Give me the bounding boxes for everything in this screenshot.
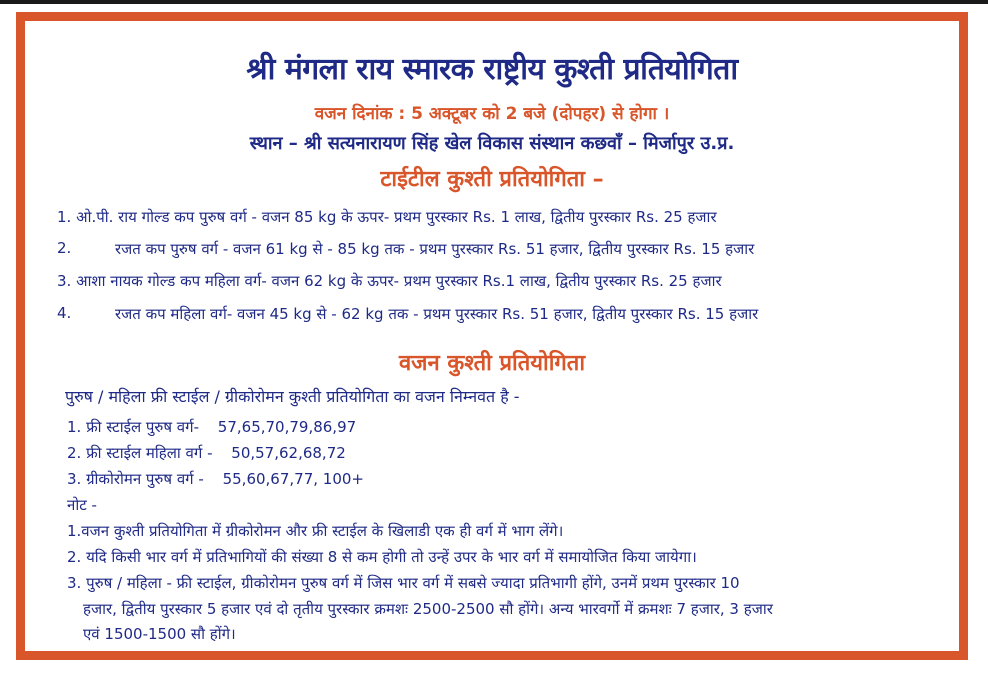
note-label: नोट - xyxy=(67,496,97,514)
weight-category-2 xyxy=(67,443,346,463)
weight-competition-heading: वजन कुश्ती प्रतियोगिता xyxy=(398,351,586,376)
title-competition-heading: टाईटील कुश्ती प्रतियोगिता – xyxy=(380,167,604,192)
title-item-number: 1. xyxy=(57,208,72,226)
title-item-text: आशा नायक गोल्ड कप महिला वर्ग- वजन 62 kg के ऊपर- प्रथम पुरस्कार Rs.1 लाख, द्वितीय पुरस्कार Rs. 25 हजार xyxy=(76,272,722,290)
title-item-number: 4. xyxy=(57,304,72,322)
weight-category-values: 57,65,70,79,86,97 xyxy=(217,418,357,436)
weigh-in-date: वजन दिनांक : 5 अक्टूबर को 2 बजे (दोपहर) से होगा । xyxy=(314,104,670,124)
weight-category-label: 3. ग्रीकोरोमन पुरुष वर्ग - xyxy=(67,470,204,488)
weight-category-3 xyxy=(67,469,364,489)
weight-category-label: 1. फ्री स्टाईल पुरुष वर्ग- xyxy=(67,418,200,436)
title-item-number: 3. xyxy=(57,272,72,290)
title-item-text: ओ.पी. राय गोल्ड कप पुरुष वर्ग - वजन 85 kg के ऊपर- प्रथम पुरस्कार Rs. 1 लाख, द्वितीय पुरस्कार Rs. 25 हजार xyxy=(76,208,717,226)
note-3-line-1: 3. पुरुष / महिला - फ्री स्टाईल, ग्रीकोरोमन पुरुष वर्ग में जिस भार वर्ग में सबसे ज्यादा प्रतिभागी होंगे, उनमें प्रथम पुरस्कार 10 xyxy=(67,574,740,592)
poster-frame xyxy=(16,12,968,660)
venue-line: स्थान – श्री सत्यनारायण सिंह खेल विकास संस्थान कछवाँ – मिर्जापुर उ.प्र. xyxy=(249,133,735,154)
note-3-line-3: एवं 1500-1500 सौ होंगे। xyxy=(83,625,236,643)
title-item-text: रजत कप पुरुष वर्ग - वजन 61 kg से - 85 kg तक - प्रथम पुरस्कार Rs. 51 हजार, द्वितीय पुरस्कार Rs. 15 हजार xyxy=(115,240,755,258)
title-item-text: रजत कप महिला वर्ग- वजन 45 kg से - 62 kg तक - प्रथम पुरस्कार Rs. 51 हजार, द्वितीय पुरस्कार Rs. 15 हजार xyxy=(115,305,759,323)
weight-category-values: 50,57,62,68,72 xyxy=(231,444,346,462)
title-item-number: 2. xyxy=(57,239,72,257)
title-item-3 xyxy=(57,271,722,291)
weight-intro: पुरुष / महिला फ्री स्टाईल / ग्रीकोरोमन कुश्ती प्रतियोगिता का वजन निम्नवत है - xyxy=(65,387,520,406)
note-3-line-2: हजार, द्वितीय पुरस्कार 5 हजार एवं दो तृतीय पुरस्कार क्रमशः 2500-2500 सौ होंगे। अन्य भारवर्गो में क्रमशः 7 हजार, 3 हजार xyxy=(83,600,773,618)
note-2: 2. यदि किसी भार वर्ग में प्रतिभागियों की संख्या 8 से कम होगी तो उन्हें उपर के भार वर्ग में समायोजित किया जायेगा। xyxy=(67,548,697,566)
title-item-1 xyxy=(57,207,717,227)
weight-category-1 xyxy=(67,417,356,437)
page-title: श्री मंगला राय स्मारक राष्ट्रीय कुश्ती प्रतियोगिता xyxy=(246,52,738,87)
note-1: 1.वजन कुश्ती प्रतियोगिता में ग्रीकोरोमन और फ्री स्टाईल के खिलाडी एक ही वर्ग में भाग लेंगे। xyxy=(67,522,564,540)
top-edge-bar xyxy=(0,0,988,4)
weight-category-values: 55,60,67,77, 100+ xyxy=(222,470,364,488)
weight-category-label: 2. फ्री स्टाईल महिला वर्ग - xyxy=(67,444,213,462)
